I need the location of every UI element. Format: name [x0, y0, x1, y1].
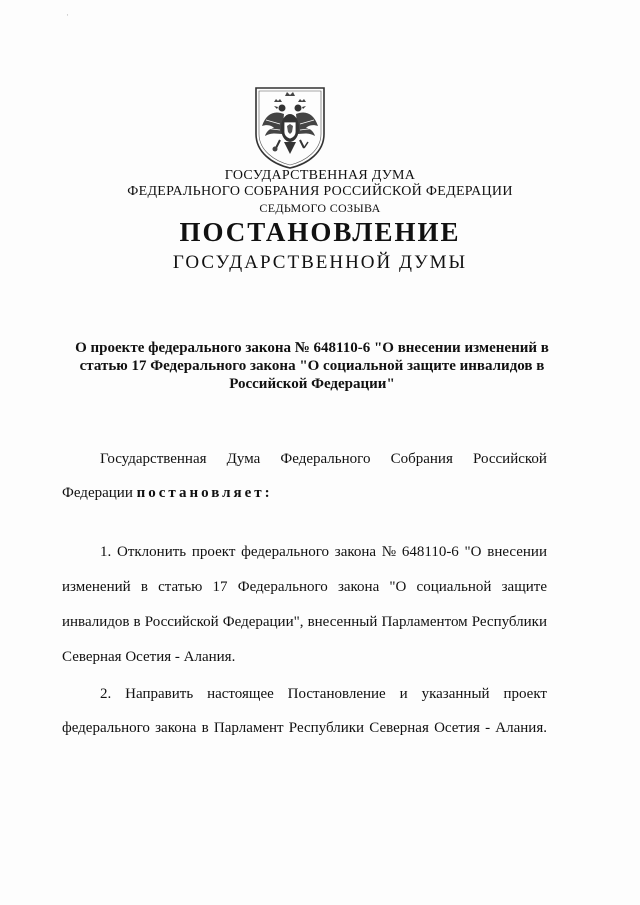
document-subject [62, 339, 562, 393]
convocation: СЕДЬМОГО СОЗЫВА [259, 201, 381, 215]
issuer-line-2: ФЕДЕРАЛЬНОГО СОБРАНИЯ РОССИЙСКОЙ ФЕДЕРАЦИИ [127, 184, 513, 199]
document-type: ПОСТАНОВЛЕНИЕ [179, 217, 461, 247]
subject-line: Российской Федерации" [229, 376, 395, 392]
preamble-word: Федерального [280, 451, 371, 467]
item-1-line: 1. Отклонить проект федерального закона № 648110-6 "О внесении [100, 544, 547, 560]
subject-line: О проекте федерального закона № 648110-6 "О внесении изменений в [75, 340, 549, 356]
issuer-line-1: ГОСУДАРСТВЕННАЯ ДУМА [224, 168, 416, 183]
item-2-line: федерального закона в Парламент Республики Северная Осетия - Алания. [62, 720, 547, 736]
preamble-word: Дума [226, 451, 261, 467]
preamble-line-1 [100, 451, 547, 468]
preamble-word: Государственная [100, 451, 207, 467]
decree-word: постановляет: [136, 485, 273, 501]
item-2-line: 2. Направить настоящее Постановление и указанный проект [100, 686, 547, 702]
preamble-text: Федерации [62, 485, 137, 501]
item-1-line: изменений в статью 17 Федерального закона "О социальной защите [62, 579, 547, 595]
double-headed-eagle-emblem [252, 84, 328, 170]
item-1-line: инвалидов в Российской Федерации", внесенный Парламентом Республики [62, 614, 547, 630]
preamble-word: Российской [473, 451, 547, 467]
preamble-word: Собрания [390, 451, 453, 467]
preamble-line-2 [62, 485, 547, 502]
item-1-line: Северная Осетия - Алания. [62, 649, 236, 665]
scan-mark: · [66, 10, 69, 20]
document-type-subtitle: ГОСУДАРСТВЕННОЙ ДУМЫ [172, 252, 468, 273]
subject-line: статью 17 Федерального закона "О социальной защите инвалидов в [79, 358, 545, 374]
